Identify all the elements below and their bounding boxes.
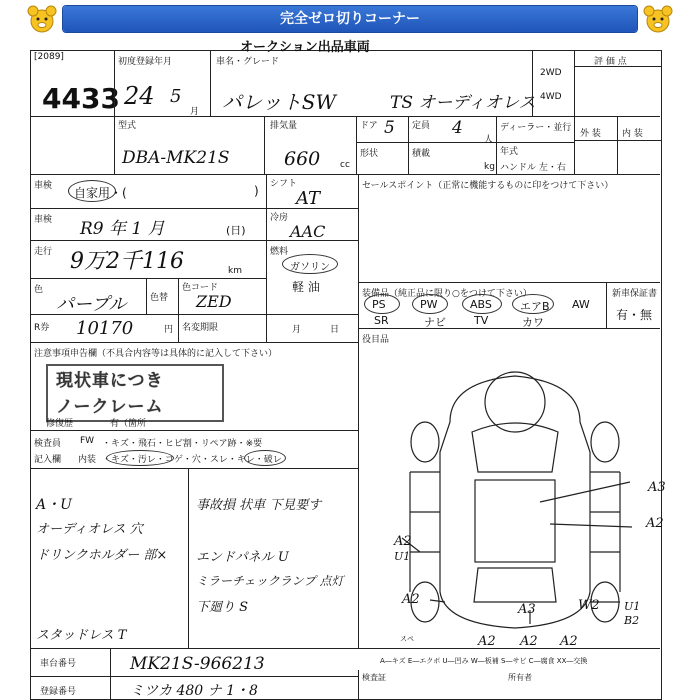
mark-a2-b2: A2 <box>520 634 538 649</box>
handle-label: ハンドル 左・右 <box>500 163 566 173</box>
recycle-label: R券 <box>34 323 50 333</box>
equip-ps: PS <box>372 298 386 311</box>
note-right-3: ミラーチェックランプ 点灯 <box>196 574 344 588</box>
dealer-label: ディーラー・並行 <box>500 123 572 133</box>
inspector-label: 検査員 <box>34 439 62 449</box>
mark-a2-right: A2 <box>646 516 664 531</box>
circle-mark <box>462 294 502 314</box>
sheet-title: オークション出品車両 <box>240 40 370 55</box>
km-unit: km <box>228 266 242 276</box>
shape-label: 形状 <box>360 149 379 159</box>
equip-aw: AW <box>572 298 590 311</box>
reg-month-unit: 月 <box>190 107 200 117</box>
year-label: 年式 <box>500 147 519 157</box>
circle-mark <box>512 294 554 314</box>
mark-suv: スペ <box>400 635 414 643</box>
legend-text: A―キズ E―エクボ U―凹み W―板補 S―サビ C―腐食 XX―交換 <box>380 657 588 665</box>
note-right-1: 事故損 状車 下見要す <box>196 498 322 513</box>
load-label: 積載 <box>412 149 431 159</box>
displacement-label: 排気量 <box>270 121 298 131</box>
color-value: パープル <box>56 294 127 315</box>
transfer-day: 日 <box>330 325 340 335</box>
note-left-1: A・U <box>36 497 72 513</box>
score-label: 評 価 点 <box>594 57 627 67</box>
fuel-value: ガソリン <box>290 262 330 273</box>
inspection-cert-label: 検査証 <box>362 673 386 682</box>
circle-mark <box>412 294 448 314</box>
mark-u1-right: U1 <box>624 600 641 613</box>
mark-u1-left: U1 <box>394 550 411 563</box>
mark-a2-b3: A2 <box>560 634 578 649</box>
kg-unit: kg <box>484 162 495 172</box>
mark-w2: W2 <box>578 598 600 613</box>
circle-mark <box>244 450 286 466</box>
auction-code: [2089] <box>34 52 64 62</box>
chassis-value: MK21S-966213 <box>130 654 265 674</box>
mark-a3-top: A3 <box>648 480 666 495</box>
displacement: 660 <box>284 148 321 170</box>
top-banner <box>63 6 637 32</box>
repair-value: 有（箇所 <box>110 419 147 429</box>
car-name: パレットSW <box>222 90 337 114</box>
reg-year-label: 初度登録年月 <box>118 57 173 67</box>
note-left-5: スタッドレス T <box>36 628 127 643</box>
mileage-value: 9万2千116 <box>70 249 184 274</box>
chassis-label: 車台番号 <box>40 659 77 669</box>
mark-b2: B2 <box>624 614 640 627</box>
mark-a2-lower-left: A2 <box>402 592 420 607</box>
note-left-3: ドリンクホルダー 部× <box>36 548 168 563</box>
note-left-2: オーディオレス 穴 <box>36 522 143 537</box>
transfer-month: 月 <box>292 325 302 335</box>
notes-label: 注意事項申告欄（不具合内容等は具体的に記入して下さい） <box>34 349 278 359</box>
fuel-alt: 軽 油 <box>292 280 320 294</box>
transfer-label: 名変期限 <box>182 323 219 333</box>
reg-month: 5 <box>170 86 182 107</box>
duties-label: 役目品 <box>362 335 390 345</box>
mascot-bear-icon <box>27 4 57 34</box>
stamp-line2: ノークレーム <box>56 397 164 417</box>
mileage-label: 走行 <box>34 247 53 257</box>
inspection-label: 車検 <box>34 181 53 191</box>
equip-kawa: カワ <box>522 316 544 329</box>
fw-label: FW <box>80 436 95 446</box>
car-diagram <box>380 362 650 642</box>
warranty-value: 有・無 <box>616 308 653 322</box>
color-code-label: 色コード <box>182 283 219 293</box>
no-claim-stamp <box>46 364 224 422</box>
owner-label: 所有者 <box>508 673 532 682</box>
katashiki-label: 型式 <box>118 121 137 131</box>
ac-label: 冷房 <box>270 213 289 223</box>
plate-label: 登録番号 <box>40 687 77 697</box>
doors-label: ドア <box>360 121 378 131</box>
exterior-label: 外 装 <box>580 129 601 139</box>
drive-4wd: 4WD <box>540 92 562 102</box>
equipment-label: 装備品（純正品に限り○をつけて下さい） <box>362 289 532 299</box>
circle-mark <box>364 294 400 314</box>
doors: 5 <box>384 118 395 138</box>
equip-pw: PW <box>420 298 438 311</box>
recycle-value: 10170 <box>76 318 134 339</box>
lot-number: 4433 <box>42 82 120 115</box>
grade: TS オーディオレス <box>390 93 536 113</box>
shift-value: AT <box>296 188 321 209</box>
warranty-label: 新車保証書 <box>612 289 658 299</box>
cc-unit: cc <box>340 160 350 170</box>
drive-2wd: 2WD <box>540 68 562 78</box>
capacity: 4 <box>452 118 463 138</box>
expiry-label: 車検 <box>34 215 53 225</box>
recorder-label: 記入欄 <box>34 455 62 465</box>
repair-label: 修復歴 <box>46 419 74 429</box>
equip-tv: TV <box>474 314 489 327</box>
yen-unit: 円 <box>164 325 174 335</box>
equip-abs: ABS <box>470 298 492 311</box>
stamp-line1: 現状車につき <box>56 371 164 391</box>
shift-label: シフト <box>270 179 298 189</box>
mark-a2-b1: A2 <box>478 634 496 649</box>
equip-navi: ナビ <box>424 316 446 329</box>
interior-insp-label: 内装 <box>78 455 97 465</box>
inspection-close: ) <box>254 184 259 198</box>
inspection-value: 自家用・( <box>74 186 127 200</box>
equip-airbag: エアB <box>520 300 550 313</box>
interior-items: ・キズ・汚レ・コゲ・穴・スレ・キレ・破レ <box>102 455 282 465</box>
circle-mark <box>106 450 174 466</box>
expiry-value: R9 年 1 月 <box>80 219 165 239</box>
reg-year: 24 <box>124 82 155 110</box>
katashiki: DBA-MK21S <box>122 148 230 168</box>
note-right-4: 下廻り S <box>196 600 249 615</box>
plate-value: ミツカ 480 ナ 1・8 <box>130 683 258 699</box>
capacity-label: 定員 <box>412 121 431 131</box>
equip-sr: SR <box>374 314 389 327</box>
note-right-2: エンドパネル U <box>196 550 289 565</box>
mark-a2-left: A2 <box>394 534 412 549</box>
banner-title: 完全ゼロ切りコーナー <box>280 11 420 27</box>
ac-value: AAC <box>290 222 326 241</box>
sales-point-label: セールスポイント（正常に機能するものに印をつけて下さい） <box>362 181 614 191</box>
model-label: 車名・グレード <box>216 57 280 67</box>
mascot-bear-icon <box>643 4 673 34</box>
fuel-label: 燃料 <box>270 247 289 257</box>
color-kind-label: 色替 <box>150 293 169 303</box>
interior-label: 内 装 <box>622 129 643 139</box>
mark-a3-bottom: A3 <box>518 602 536 617</box>
fw-items: ・キズ・飛石・ヒビ割・リペア跡・※要 <box>102 439 263 449</box>
color-label: 色 <box>34 285 44 295</box>
color-code: ZED <box>196 292 232 311</box>
capacity-unit: 人 <box>484 135 494 145</box>
expiry-day: (日) <box>226 224 246 237</box>
